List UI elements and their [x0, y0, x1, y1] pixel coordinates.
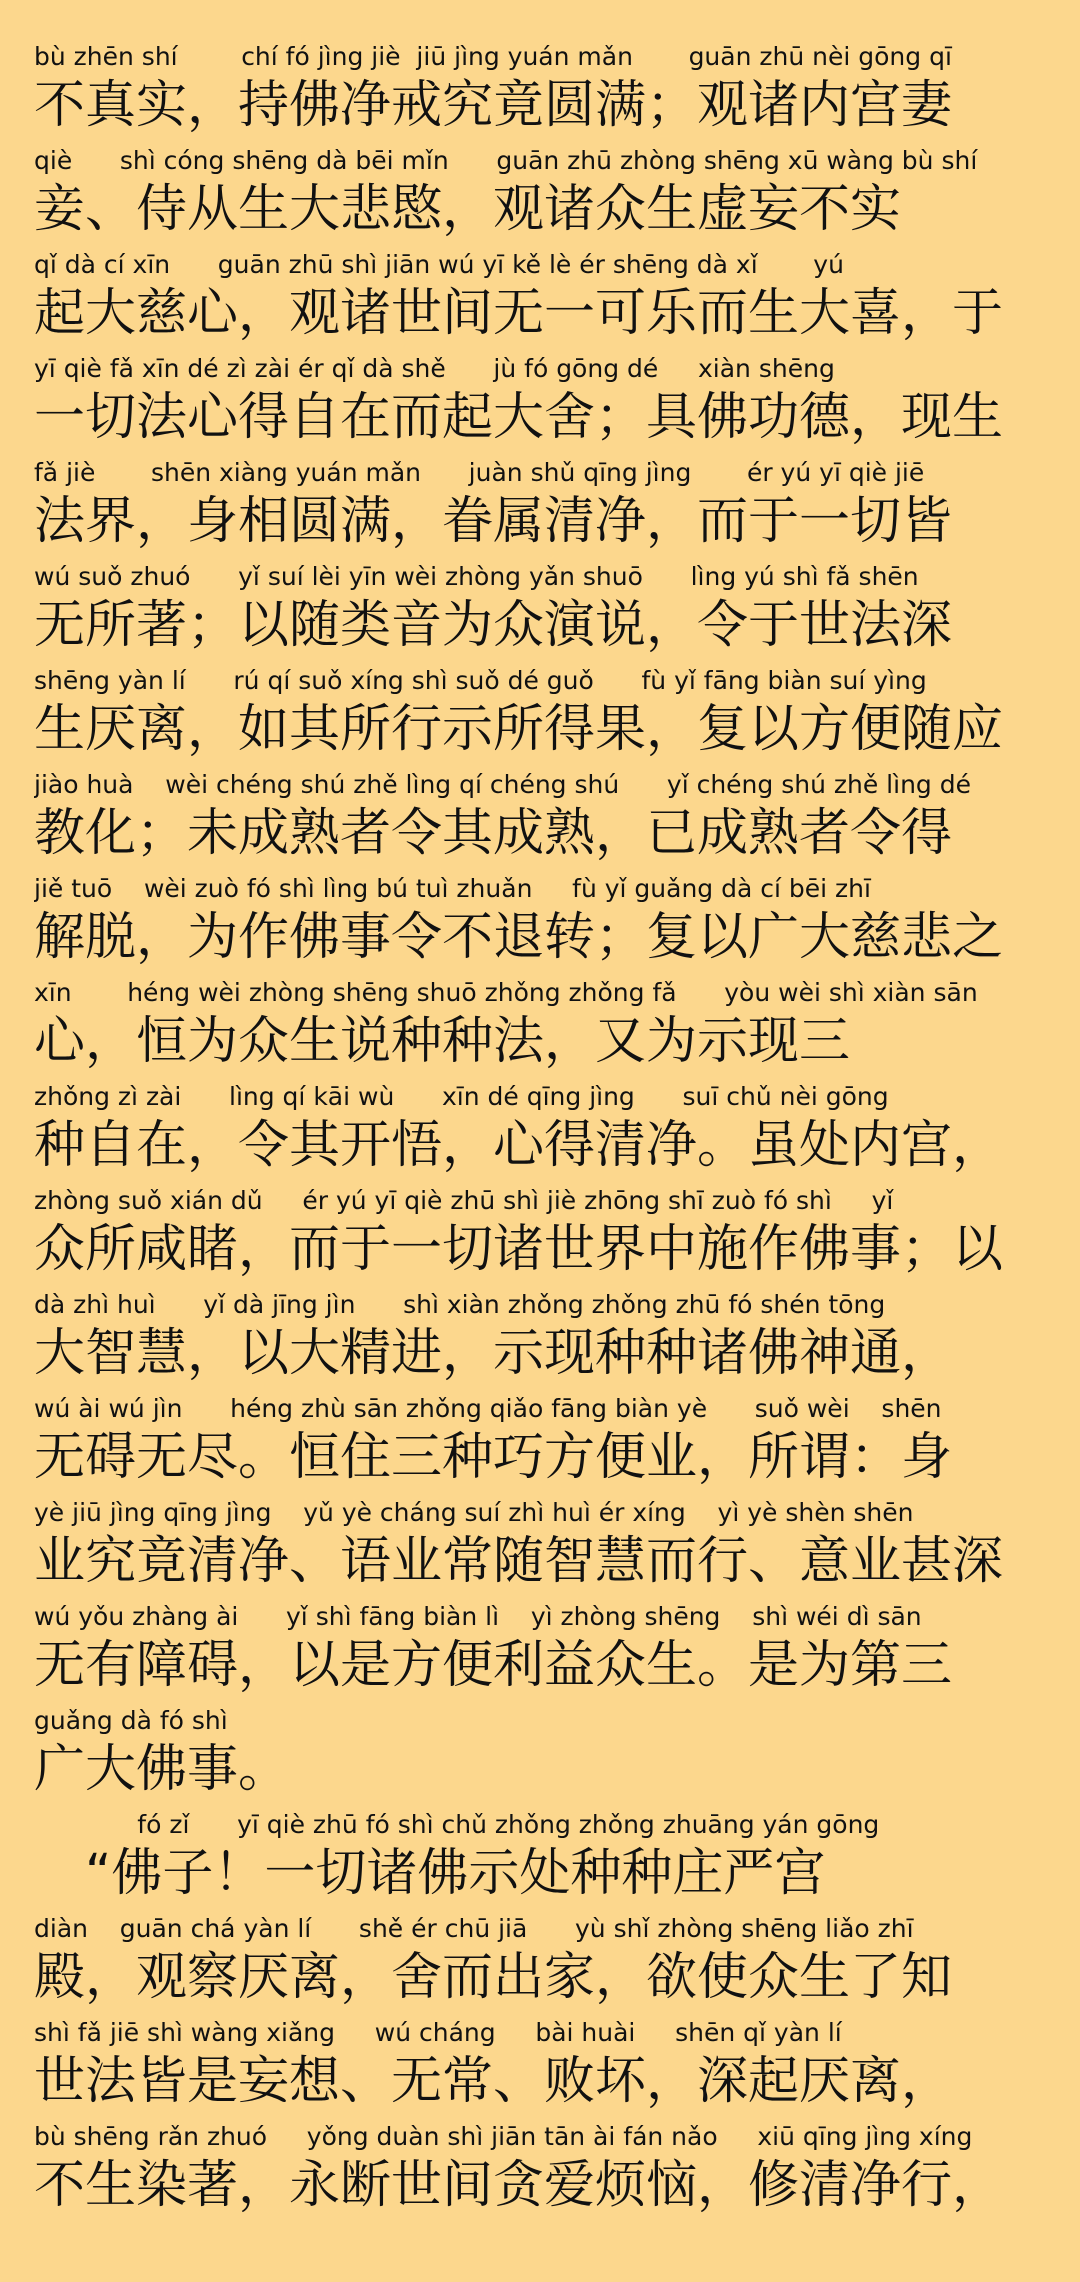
- chinese-row: 无所著；以随类音为众演说，令于世法深: [34, 596, 953, 655]
- text-line: [34, 976, 1054, 1080]
- pinyin-row: fǎ jiè shēn xiàng yuán mǎn juàn shǔ qīng jìng ér yú yī qiè jiē: [34, 458, 925, 487]
- chinese-row: 妾、侍从生大悲愍，观诸众生虚妄不实: [34, 180, 902, 239]
- pinyin-row: wú yǒu zhàng ài yǐ shì fāng biàn lì yì zhòng shēng shì wéi dì sān: [34, 1602, 922, 1631]
- text-line: [34, 1808, 1054, 1912]
- pinyin-row: fó zǐ yī qiè zhū fó shì chǔ zhǒng zhǒng zhuāng yán gōng: [34, 1810, 880, 1839]
- chinese-row: 一切法心得自在而起大舍；具佛功德，现生: [34, 388, 1004, 447]
- chinese-row: 大智慧，以大精进，示现种种诸佛神通，: [34, 1324, 953, 1383]
- text-line: [34, 1704, 1054, 1808]
- pinyin-row: dà zhì huì yǐ dà jīng jìn shì xiàn zhǒng zhǒng zhū fó shén tōng: [34, 1290, 886, 1319]
- pinyin-row: bù shēng rǎn zhuó yǒng duàn shì jiān tān ài fán nǎo xiū qīng jìng xíng: [34, 2122, 973, 2151]
- text-line: [34, 1912, 1054, 2016]
- pinyin-row: bù zhēn shí chí fó jìng jiè jiū jìng yuán mǎn guān zhū nèi gōng qī: [34, 42, 952, 71]
- chinese-row: 广大佛事。: [34, 1740, 290, 1799]
- pinyin-row: zhǒng zì zài lìng qí kāi wù xīn dé qīng jìng suī chǔ nèi gōng: [34, 1082, 889, 1111]
- chinese-row: 无碍无尽。恒住三种巧方便业，所谓：身: [34, 1428, 953, 1487]
- pinyin-row: qǐ dà cí xīn guān zhū shì jiān wú yī kě lè ér shēng dà xǐ yú: [34, 250, 844, 279]
- pinyin-row: guǎng dà fó shì: [34, 1706, 228, 1735]
- chinese-row: 教化；未成熟者令其成熟，已成熟者令得: [34, 804, 953, 863]
- text-line: [34, 248, 1054, 352]
- text-line: [34, 1496, 1054, 1600]
- text-line: [34, 768, 1054, 872]
- pinyin-row: wú suǒ zhuó yǐ suí lèi yīn wèi zhòng yǎn shuō lìng yú shì fǎ shēn: [34, 562, 919, 591]
- pinyin-row: qiè shì cóng shēng dà bēi mǐn guān zhū zhòng shēng xū wàng bù shí: [34, 146, 978, 175]
- pinyin-row: jiě tuō wèi zuò fó shì lìng bú tuì zhuǎn fù yǐ guǎng dà cí bēi zhī: [34, 874, 871, 903]
- chinese-row: 起大慈心，观诸世间无一可乐而生大喜，于: [34, 284, 1004, 343]
- pinyin-row: wú ài wú jìn héng zhù sān zhǒng qiǎo fāng biàn yè suǒ wèi shēn: [34, 1394, 942, 1423]
- text-line: [34, 456, 1054, 560]
- chinese-row: 心，恒为众生说种种法，又为示现三: [34, 1012, 851, 1071]
- text-line: [34, 1184, 1054, 1288]
- text-line: [34, 40, 1054, 144]
- text-line: [34, 2016, 1054, 2120]
- text-line: [34, 352, 1054, 456]
- chinese-row: 生厌离，如其所行示所得果，复以方便随应: [34, 700, 1004, 759]
- chinese-row: 解脱，为作佛事令不退转；复以广大慈悲之: [34, 908, 1004, 967]
- pinyin-row: yè jiū jìng qīng jìng yǔ yè cháng suí zhì huì ér xíng yì yè shèn shēn: [34, 1498, 914, 1527]
- text-line: [34, 664, 1054, 768]
- chinese-row: 不真实，持佛净戒究竟圆满；观诸内宫妻: [34, 76, 953, 135]
- text-line: [34, 1288, 1054, 1392]
- chinese-row: 种自在，令其开悟，心得清净。虽处内宫，: [34, 1116, 1004, 1175]
- chinese-row: 殿，观察厌离，舍而出家，欲使众生了知: [34, 1948, 953, 2007]
- pinyin-row: yī qiè fǎ xīn dé zì zài ér qǐ dà shě jù fó gōng dé xiàn shēng: [34, 354, 835, 383]
- chinese-row: “佛子！一切诸佛示处种种庄严宫: [34, 1844, 826, 1903]
- text-line: [34, 560, 1054, 664]
- text-line: [34, 872, 1054, 976]
- chinese-row: 无有障碍，以是方便利益众生。是为第三: [34, 1636, 953, 1695]
- pinyin-row: shēng yàn lí rú qí suǒ xíng shì suǒ dé guǒ fù yǐ fāng biàn suí yìng: [34, 666, 927, 695]
- chinese-row: 世法皆是妄想、无常、败坏，深起厌离，: [34, 2052, 953, 2111]
- chinese-row: 法界，身相圆满，眷属清净，而于一切皆: [34, 492, 953, 551]
- text-line: [34, 144, 1054, 248]
- chinese-row: 众所咸睹，而于一切诸世界中施作佛事；以: [34, 1220, 1004, 1279]
- text-line: [34, 1392, 1054, 1496]
- text-line: [34, 2120, 1054, 2224]
- chinese-row: 业究竟清净、语业常随智慧而行、意业甚深: [34, 1532, 1004, 1591]
- pinyin-row: diàn guān chá yàn lí shě ér chū jiā yù shǐ zhòng shēng liǎo zhī: [34, 1914, 914, 1943]
- pinyin-row: xīn héng wèi zhòng shēng shuō zhǒng zhǒng fǎ yòu wèi shì xiàn sān: [34, 978, 978, 1007]
- pinyin-row: jiào huà wèi chéng shú zhě lìng qí chéng shú yǐ chéng shú zhě lìng dé: [34, 770, 971, 799]
- pinyin-row: zhòng suǒ xián dǔ ér yú yī qiè zhū shì jiè zhōng shī zuò fó shì yǐ: [34, 1186, 894, 1215]
- pinyin-row: shì fǎ jiē shì wàng xiǎng wú cháng bài huài shēn qǐ yàn lí: [34, 2018, 842, 2047]
- chinese-row: 不生染著，永断世间贪爱烦恼，修清净行，: [34, 2156, 1004, 2215]
- text-line: [34, 1600, 1054, 1704]
- text-line: [34, 1080, 1054, 1184]
